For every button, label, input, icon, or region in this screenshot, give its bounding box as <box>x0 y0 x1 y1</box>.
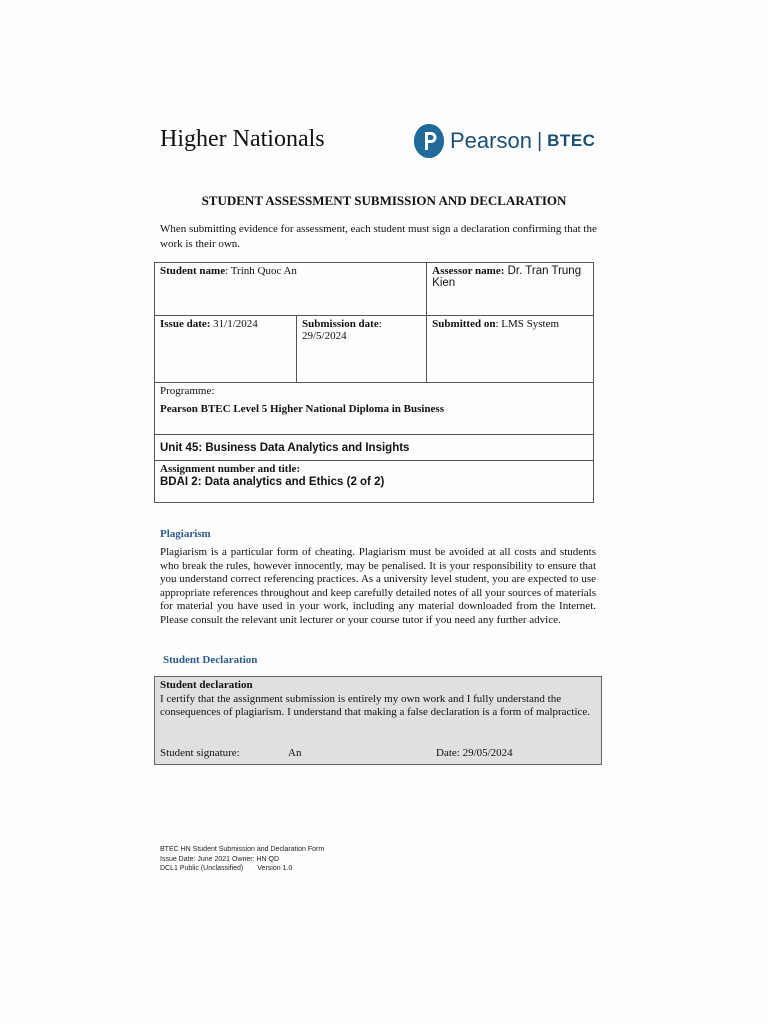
higher-nationals-title: Higher Nationals <box>160 126 325 152</box>
logo-separator: | <box>536 129 543 152</box>
form-title: STUDENT ASSESSMENT SUBMISSION AND DECLARATION <box>201 193 567 208</box>
btec-wordmark: BTEC <box>547 131 596 150</box>
submitted-on-label: Submitted on <box>432 318 496 330</box>
footer-line-2: Issue Date: June 2021 Owner: HN QD <box>160 855 280 863</box>
student-name-cell <box>155 263 427 316</box>
declaration-box <box>154 676 602 765</box>
issue-date-label: Issue date: <box>160 318 211 330</box>
student-name-value: : Trinh Quoc An <box>225 265 297 277</box>
issue-date-value: 31/1/2024 <box>210 318 258 330</box>
assessor-name-label: Assessor name: <box>432 265 505 277</box>
footer-line-3b: Version 1.0 <box>257 865 293 872</box>
footer-line-3a: DCL1 Public (Unclassified) <box>160 865 244 872</box>
signature-label: Student signature: <box>160 747 240 759</box>
submission-date-label: Submission date <box>302 318 379 330</box>
submission-date-cell <box>297 316 427 383</box>
programme-label: Programme: <box>160 385 215 397</box>
pearson-p-logo-icon <box>414 124 444 158</box>
student-declaration-heading: Student Declaration <box>163 654 258 666</box>
pearson-wordmark: Pearson <box>450 128 532 153</box>
assessor-name-cell <box>427 263 594 316</box>
pearson-btec-logo <box>414 124 595 158</box>
programme-cell <box>155 383 594 435</box>
plagiarism-text: Plagiarism is a particular form of cheating. Plagiarism must be avoided at all costs and students who break the rules, however innocently, may be penalised. It is your responsibility to ensure that you understand correct referencing practices. As a university level student, you are expected to use appropriate references throughout and keep carefully detailed notes of all your sources of materials for material you have used in your work, including any material downloaded from the Internet. Please consult the relevant unit lecturer or your course tutor if you need any further advice. <box>160 546 596 626</box>
submitted-on-value: : LMS System <box>495 318 560 330</box>
submission-info-table <box>154 262 594 503</box>
assignment-cell <box>155 461 594 503</box>
plagiarism-heading: Plagiarism <box>160 528 211 540</box>
assignment-label: Assignment number and title: <box>160 463 301 475</box>
submission-date-colon: : <box>378 318 382 330</box>
student-name-label: Student name <box>160 265 226 277</box>
submitted-on-cell <box>427 316 594 383</box>
footer-line-1: BTEC HN Student Submission and Declaration Form <box>160 846 325 853</box>
form-footer <box>160 845 324 874</box>
programme-value: Pearson BTEC Level 5 Higher National Diploma in Business <box>160 403 444 415</box>
declaration-date: Date: 29/05/2024 <box>436 747 513 759</box>
declaration-box-title: Student declaration <box>160 679 253 691</box>
assignment-title: BDAI 2: Data analytics and Ethics (2 of 2) <box>160 476 385 488</box>
issue-date-cell <box>155 316 297 383</box>
intro-text: When submitting evidence for assessment, each student must sign a declaration confirming that the work is their own. <box>160 223 597 250</box>
declaration-text: I certify that the assignment submission is entirely my own work and I fully understand the consequences of plagiarism. I understand that making a false declaration is a form of malpractice. <box>160 692 591 719</box>
signature-value: An <box>288 747 302 759</box>
unit-title: Unit 45: Business Data Analytics and Insights <box>155 435 594 461</box>
assessor-name-value: Dr. Tran Trung Kien <box>432 265 582 289</box>
submission-date-value: 29/5/2024 <box>302 330 347 342</box>
